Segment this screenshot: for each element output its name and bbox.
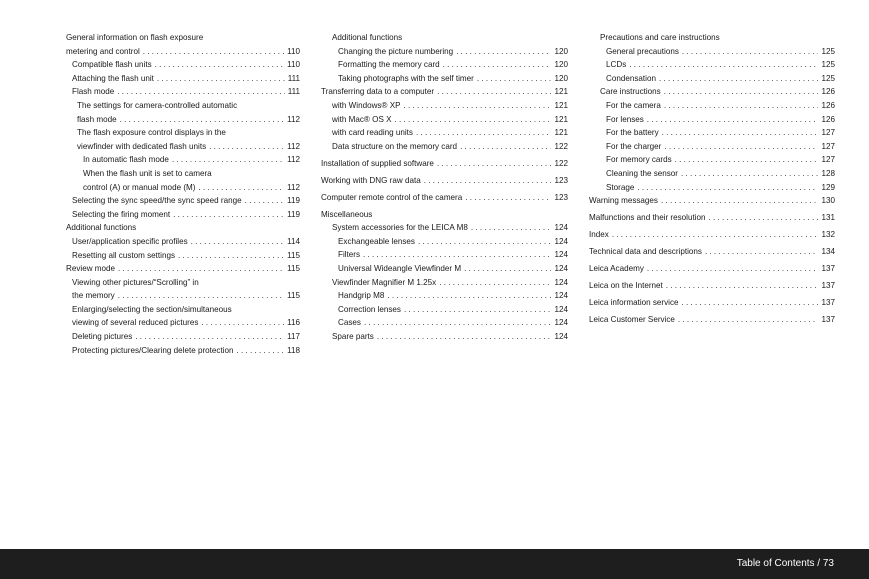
toc-entry-page: 110 xyxy=(287,46,300,56)
toc-entry-title: Changing the picture numbering xyxy=(338,46,454,56)
toc-entry-title: Handgrip M8 xyxy=(338,291,385,301)
toc-leader-dots xyxy=(404,303,552,317)
toc-entry xyxy=(321,174,568,188)
toc-entry xyxy=(589,296,835,310)
toc-entry xyxy=(321,276,568,290)
toc-entry-title: When the flash unit is set to camera xyxy=(83,168,212,178)
toc-leader-dots xyxy=(678,313,819,327)
toc-leader-dots xyxy=(637,181,818,195)
toc-entry-page: 125 xyxy=(821,46,835,56)
toc-entry-page: 137 xyxy=(821,315,835,325)
toc-leader-dots xyxy=(157,72,285,86)
toc-leader-dots xyxy=(666,279,819,293)
toc-leader-dots xyxy=(659,72,819,86)
toc-entry-page: 121 xyxy=(554,100,568,110)
toc-entry-page: 120 xyxy=(554,73,568,83)
toc-entry-page: 112 xyxy=(287,182,300,192)
toc-entry-title: Transferring data to a computer xyxy=(321,87,435,97)
toc-entry xyxy=(589,153,835,167)
toc-entry-page: 110 xyxy=(287,60,300,70)
toc-entry-page: 127 xyxy=(821,141,835,151)
toc-entry xyxy=(321,140,568,154)
toc-entry-title: LCDs xyxy=(606,60,627,70)
toc-entry-title: Enlarging/selecting the section/simultaneous xyxy=(72,304,232,314)
toc-entry xyxy=(589,72,835,86)
toc-leader-dots xyxy=(117,85,284,99)
toc-entry-page: 124 xyxy=(554,332,568,342)
toc-entry-title: Additional functions xyxy=(66,223,137,233)
toc-leader-dots xyxy=(675,153,819,167)
toc-entry-title: Attaching the flash unit xyxy=(72,73,154,83)
toc-leader-dots xyxy=(418,235,552,249)
toc-entry-title: The settings for camera-controlled automatic xyxy=(77,100,238,110)
toc-entry-title: Flash mode xyxy=(72,87,115,97)
toc-entry xyxy=(66,181,300,195)
toc-leader-dots xyxy=(118,262,284,276)
toc-leader-dots xyxy=(191,235,284,249)
toc-entry xyxy=(66,113,300,127)
toc-entry xyxy=(321,31,568,45)
toc-entry-page: 119 xyxy=(287,209,300,219)
toc-entry xyxy=(589,167,835,181)
toc-entry-page: 114 xyxy=(287,236,300,246)
toc-entry-title: Malfunctions and their resolution xyxy=(589,213,706,223)
toc-entry-title: Installation of supplied software xyxy=(321,158,434,168)
toc-entry-title: Universal Wideangle Viewfinder M xyxy=(338,264,462,274)
toc-entry-title: User/application specific profiles xyxy=(72,236,188,246)
footer-bar xyxy=(0,549,869,579)
toc-entry xyxy=(66,289,300,303)
toc-entry-title: viewfinder with dedicated flash units xyxy=(77,141,207,151)
toc-leader-dots xyxy=(209,140,284,154)
toc-entry xyxy=(321,157,568,171)
toc-column-1 xyxy=(66,31,300,357)
toc-entry xyxy=(66,85,300,99)
toc-leader-dots xyxy=(237,344,285,358)
toc-entry xyxy=(66,316,300,330)
toc-entry-title: Exchangeable lenses xyxy=(338,236,415,246)
toc-entry-page: 112 xyxy=(287,141,300,151)
toc-leader-dots xyxy=(662,126,819,140)
toc-entry-title: Working with DNG raw data xyxy=(321,175,421,185)
toc-entry-title: Compatible flash units xyxy=(72,60,152,70)
toc-entry-title: the memory xyxy=(72,291,115,301)
toc-entry-title: Warning messages xyxy=(589,196,658,206)
toc-entry-page: 121 xyxy=(554,128,568,138)
toc-entry xyxy=(589,99,835,113)
toc-entry xyxy=(66,344,300,358)
toc-entry-title: General information on flash exposure xyxy=(66,33,204,42)
toc-entry-title: Leica on the Internet xyxy=(589,281,663,291)
toc-entry-title: For memory cards xyxy=(606,155,672,165)
toc-entry-page: 112 xyxy=(287,155,300,165)
toc-entry-page: 121 xyxy=(554,87,568,97)
toc-entry xyxy=(589,31,835,45)
toc-leader-dots xyxy=(198,181,284,195)
toc-entry-title: Cases xyxy=(338,318,361,328)
toc-leader-dots xyxy=(629,58,818,72)
toc-entry-page: 122 xyxy=(554,158,568,168)
toc-entry-page: 115 xyxy=(287,291,300,301)
toc-leader-dots xyxy=(377,330,552,344)
toc-entry xyxy=(321,316,568,330)
toc-entry xyxy=(66,194,300,208)
toc-entry-title: For the battery xyxy=(606,128,659,138)
toc-leader-dots xyxy=(464,262,551,276)
toc-leader-dots xyxy=(416,126,552,140)
toc-entry-page: 129 xyxy=(821,182,835,192)
toc-entry-page: 137 xyxy=(821,281,835,291)
toc-entry-page: 126 xyxy=(821,100,835,110)
toc-leader-dots xyxy=(647,113,819,127)
toc-leader-dots xyxy=(155,58,284,72)
toc-column-3 xyxy=(589,31,835,327)
toc-entry xyxy=(66,235,300,249)
toc-entry-title: Protecting pictures/Clearing delete protection xyxy=(72,345,234,355)
toc-entry-page: 132 xyxy=(821,230,835,240)
toc-entry-page: 127 xyxy=(821,128,835,138)
toc-entry-page: 111 xyxy=(287,87,300,97)
toc-entry xyxy=(321,221,568,235)
toc-entry-title: Taking photographs with the self timer xyxy=(338,73,474,83)
toc-entry-title: Leica Academy xyxy=(589,264,644,274)
toc-entry xyxy=(589,211,835,225)
toc-entry xyxy=(321,85,568,99)
toc-leader-dots xyxy=(173,208,284,222)
toc-entry xyxy=(66,262,300,276)
toc-leader-dots xyxy=(404,99,552,113)
toc-entry xyxy=(66,99,300,113)
toc-entry-page: 125 xyxy=(821,60,835,70)
toc-entry-page: 125 xyxy=(821,73,835,83)
toc-entry xyxy=(589,279,835,293)
toc-entry-page: 124 xyxy=(554,304,568,314)
toc-entry-page: 120 xyxy=(554,60,568,70)
toc-entry-page: 127 xyxy=(821,155,835,165)
toc-entry-page: 128 xyxy=(821,168,835,178)
toc-leader-dots xyxy=(437,157,552,171)
toc-entry-page: 124 xyxy=(554,264,568,274)
toc-entry-title: Computer remote control of the camera xyxy=(321,192,463,202)
toc-leader-dots xyxy=(664,99,819,113)
toc-entry-title: Spare parts xyxy=(332,332,374,342)
toc-leader-dots xyxy=(456,45,551,59)
toc-entry xyxy=(589,45,835,59)
toc-leader-dots xyxy=(460,140,551,154)
toc-entry-page: 124 xyxy=(554,250,568,260)
toc-entry xyxy=(589,194,835,208)
toc-leader-dots xyxy=(245,194,284,208)
toc-leader-dots xyxy=(705,245,819,259)
toc-entry-title: Selecting the sync speed/the sync speed range xyxy=(72,196,242,206)
toc-leader-dots xyxy=(477,72,552,86)
toc-entry-title: Review mode xyxy=(66,264,116,274)
toc-entry-title: with Windows® XP xyxy=(332,100,401,110)
toc-entry-title: viewing of several reduced pictures xyxy=(72,318,199,328)
toc-entry-page: 117 xyxy=(287,332,300,342)
toc-entry-page: 123 xyxy=(554,175,568,185)
toc-entry-title: For lenses xyxy=(606,114,644,124)
toc-leader-dots xyxy=(443,58,552,72)
toc-entry-page: 124 xyxy=(554,291,568,301)
toc-entry-title: Index xyxy=(589,230,609,240)
footer-page-label: Table of Contents / 73 xyxy=(736,558,834,569)
toc-leader-dots xyxy=(201,316,284,330)
toc-entry xyxy=(321,113,568,127)
toc-entry xyxy=(589,126,835,140)
toc-entry xyxy=(321,58,568,72)
toc-leader-dots xyxy=(661,194,819,208)
toc-entry xyxy=(321,99,568,113)
toc-entry xyxy=(66,330,300,344)
toc-entry-page: 122 xyxy=(554,141,568,151)
toc-entry xyxy=(589,181,835,195)
toc-entry-title: metering and control xyxy=(66,46,140,56)
toc-leader-dots xyxy=(143,45,284,59)
toc-leader-dots xyxy=(439,276,551,290)
toc-entry-title: Viewfinder Magnifier M 1.25x xyxy=(332,277,437,287)
toc-entry xyxy=(66,303,300,317)
toc-entry xyxy=(321,262,568,276)
toc-entry xyxy=(321,248,568,262)
toc-entry xyxy=(589,228,835,242)
toc-entry-page: 126 xyxy=(821,114,835,124)
toc-entry xyxy=(66,45,300,59)
toc-entry-title: Deleting pictures xyxy=(72,332,133,342)
toc-entry xyxy=(321,235,568,249)
toc-entry-page: 131 xyxy=(821,213,835,223)
toc-entry-page: 120 xyxy=(554,46,568,56)
toc-entry-page: 123 xyxy=(554,192,568,202)
toc-entry-title: Leica information service xyxy=(589,298,679,308)
toc-entry-page: 124 xyxy=(554,236,568,246)
toc-entry-title: For the charger xyxy=(606,141,662,151)
toc-leader-dots xyxy=(172,153,284,167)
toc-entry xyxy=(66,58,300,72)
toc-entry-title: Filters xyxy=(338,250,361,260)
toc-entry-title: Cleaning the sensor xyxy=(606,168,678,178)
toc-entry xyxy=(66,126,300,140)
toc-entry-title: with card reading units xyxy=(332,128,413,138)
toc-entry-title: Miscellaneous xyxy=(321,209,373,219)
toc-entry-title: System accessories for the LEICA M8 xyxy=(332,223,468,233)
toc-leader-dots xyxy=(709,211,819,225)
toc-entry xyxy=(66,153,300,167)
toc-entry-title: Viewing other pictures/“Scrolling” in xyxy=(72,277,199,287)
toc-entry-page: 130 xyxy=(821,196,835,206)
toc-leader-dots xyxy=(612,228,819,242)
toc-entry-page: 134 xyxy=(821,247,835,257)
toc-leader-dots xyxy=(664,140,818,154)
toc-entry-page: 119 xyxy=(287,196,300,206)
toc-leader-dots xyxy=(363,248,551,262)
toc-leader-dots xyxy=(120,113,285,127)
toc-leader-dots xyxy=(682,45,819,59)
toc-entry xyxy=(589,113,835,127)
toc-leader-dots xyxy=(178,249,284,263)
toc-entry-page: 115 xyxy=(287,250,300,260)
toc-entry-title: Selecting the firing moment xyxy=(72,209,171,219)
toc-entry-page: 111 xyxy=(287,73,300,83)
toc-entry xyxy=(589,313,835,327)
toc-entry-title: In automatic flash mode xyxy=(83,155,169,165)
toc-entry xyxy=(321,208,568,222)
toc-entry-title: For the camera xyxy=(606,100,661,110)
toc-entry-title: Additional functions xyxy=(332,33,403,42)
toc-leader-dots xyxy=(364,316,552,330)
toc-entry xyxy=(66,167,300,181)
toc-entry-title: Formatting the memory card xyxy=(338,60,440,70)
toc-entry-page: 115 xyxy=(287,264,300,274)
toc-entry-title: with Mac® OS X xyxy=(332,114,392,124)
toc-leader-dots xyxy=(118,289,284,303)
toc-entry-title: Resetting all custom settings xyxy=(72,250,176,260)
toc-entry-title: Precautions and care instructions xyxy=(600,33,720,42)
toc-entry xyxy=(589,58,835,72)
toc-entry xyxy=(589,245,835,259)
toc-entry xyxy=(589,85,835,99)
toc-leader-dots xyxy=(465,191,551,205)
toc-entry xyxy=(321,45,568,59)
toc-entry-title: Storage xyxy=(606,182,635,192)
toc-leader-dots xyxy=(682,296,819,310)
toc-entry xyxy=(66,276,300,290)
toc-leader-dots xyxy=(424,174,552,188)
toc-leader-dots xyxy=(395,113,552,127)
toc-entry-page: 124 xyxy=(554,223,568,233)
toc-entry xyxy=(66,72,300,86)
toc-entry xyxy=(66,249,300,263)
toc-entry xyxy=(321,303,568,317)
toc-entry-page: 137 xyxy=(821,298,835,308)
toc-entry-title: The flash exposure control displays in the xyxy=(77,128,226,138)
toc-entry-title: Correction lenses xyxy=(338,304,401,314)
toc-leader-dots xyxy=(471,221,552,235)
toc-entry-title: Condensation xyxy=(606,73,656,83)
toc-column-2 xyxy=(321,31,568,344)
toc-entry-title: Data structure on the memory card xyxy=(332,141,458,151)
toc-entry-page: 137 xyxy=(821,264,835,274)
toc-entry-title: Care instructions xyxy=(600,87,661,97)
toc-leader-dots xyxy=(135,330,284,344)
toc-leader-dots xyxy=(437,85,551,99)
toc-entry-title: General precautions xyxy=(606,46,679,56)
toc-entry xyxy=(66,31,300,45)
toc-entry xyxy=(589,262,835,276)
toc-entry xyxy=(321,72,568,86)
toc-leader-dots xyxy=(647,262,819,276)
toc-entry-title: flash mode xyxy=(77,114,117,124)
toc-entry-page: 118 xyxy=(287,345,300,355)
toc-entry xyxy=(589,140,835,154)
toc-entry xyxy=(66,140,300,154)
toc-entry-title: Technical data and descriptions xyxy=(589,247,702,257)
toc-leader-dots xyxy=(664,85,819,99)
toc-entry xyxy=(321,330,568,344)
toc-entry xyxy=(321,289,568,303)
toc-entry-page: 116 xyxy=(287,318,300,328)
toc-entry xyxy=(66,208,300,222)
toc-entry-title: Leica Customer Service xyxy=(589,315,675,325)
toc-entry-page: 126 xyxy=(821,87,835,97)
toc-leader-dots xyxy=(681,167,818,181)
toc-entry-page: 124 xyxy=(554,318,568,328)
toc-leader-dots xyxy=(387,289,551,303)
toc-entry-page: 112 xyxy=(287,114,300,124)
toc-entry-title: control (A) or manual mode (M) xyxy=(83,182,196,192)
toc-entry xyxy=(321,191,568,205)
toc-entry-page: 124 xyxy=(554,277,568,287)
toc-entry-page: 121 xyxy=(554,114,568,124)
toc-entry xyxy=(321,126,568,140)
toc-entry xyxy=(66,221,300,235)
